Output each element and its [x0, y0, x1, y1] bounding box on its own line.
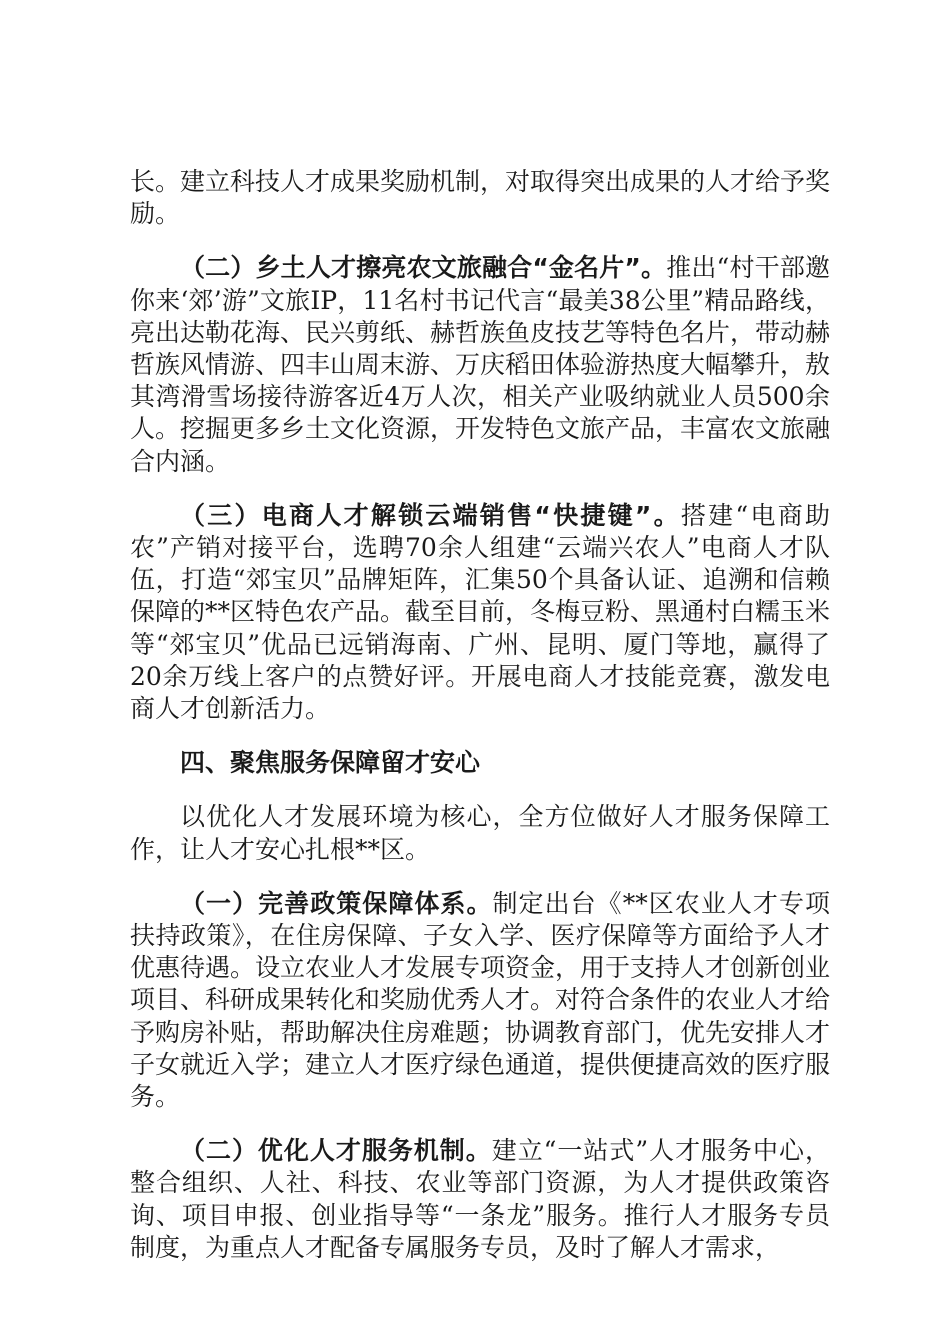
paragraph-body: 搭建“电商助农”产销对接平台，选聘70余人组建“云端兴农人”电商人才队伍，打造“郊宝贝”品牌矩阵，汇集50个具备认证、追溯和信赖保障的**区特色农产品。截至目前，冬梅豆粉、黑通村白糯玉米等“郊宝贝”优品已远销海南、广州、昆明、厦门等地，赢得了20余万线上客户的点赞好评。开展电商人才技能竞赛，激发电商人才创新活力。 [130, 500, 831, 724]
paragraph-service-mechanism [130, 1135, 830, 1264]
paragraph-rural-talent [130, 252, 830, 477]
paragraph-body: 推出“村干部邀你来‘郊’游”文旅IP，11名村书记代言“最美38公里”精品路线，亮出达勒花海、民兴剪纸、赫哲族鱼皮技艺等特色名片，带动赫哲族风情游、四丰山周末游、万庆稻田体验游热度大幅攀升，敖其湾滑雪场接待游客近4万人次，相关产业吸纳就业人员500余人。挖掘更多乡土文化资源，开发特色文旅产品，丰富农文旅融合内涵。 [130, 253, 831, 476]
paragraph-lead: （二）乡土人才擦亮农文旅融合“金名片”。 [180, 253, 667, 283]
paragraph-section-intro [130, 801, 830, 865]
paragraph-continuation [130, 166, 830, 230]
paragraph-lead: （二）优化人才服务机制。 [180, 1136, 492, 1166]
paragraph-lead: （三）电商人才解锁云端销售“快捷键”。 [180, 500, 681, 530]
paragraph-ecommerce-talent [130, 500, 830, 725]
paragraph-policy-system [130, 888, 830, 1113]
paragraph-body: 建立“一站式”人才服务中心，整合组织、人社、科技、农业等部门资源，为人才提供政策咨询、项目申报、创业指导等“一条龙”服务。推行人才服务专员制度，为重点人才配备专属服务专员，及时了解人才需求， [130, 1136, 830, 1262]
document-page [130, 166, 830, 1286]
section-heading: 四、聚焦服务保障留才安心 [180, 748, 481, 778]
paragraph-lead: （一）完善政策保障体系。 [180, 888, 493, 918]
paragraph-body: 制定出台《**区农业人才专项扶持政策》，在住房保障、子女入学、医疗保障等方面给予人才优惠待遇。设立农业人才发展专项资金，用于支持人才创新创业项目、科研成果转化和奖励优秀人才。对符合条件的农业人才给予购房补贴，帮助解决住房难题；协调教育部门，优先安排人才子女就近入学；建立人才医疗绿色通道，提供便捷高效的医疗服务。 [130, 888, 831, 1112]
paragraph-body: 长。建立科技人才成果奖励机制，对取得突出成果的人才给予奖励。 [130, 167, 831, 229]
paragraph-body: 以优化人才发展环境为核心，全方位做好人才服务保障工作，让人才安心扎根**区。 [130, 802, 830, 864]
